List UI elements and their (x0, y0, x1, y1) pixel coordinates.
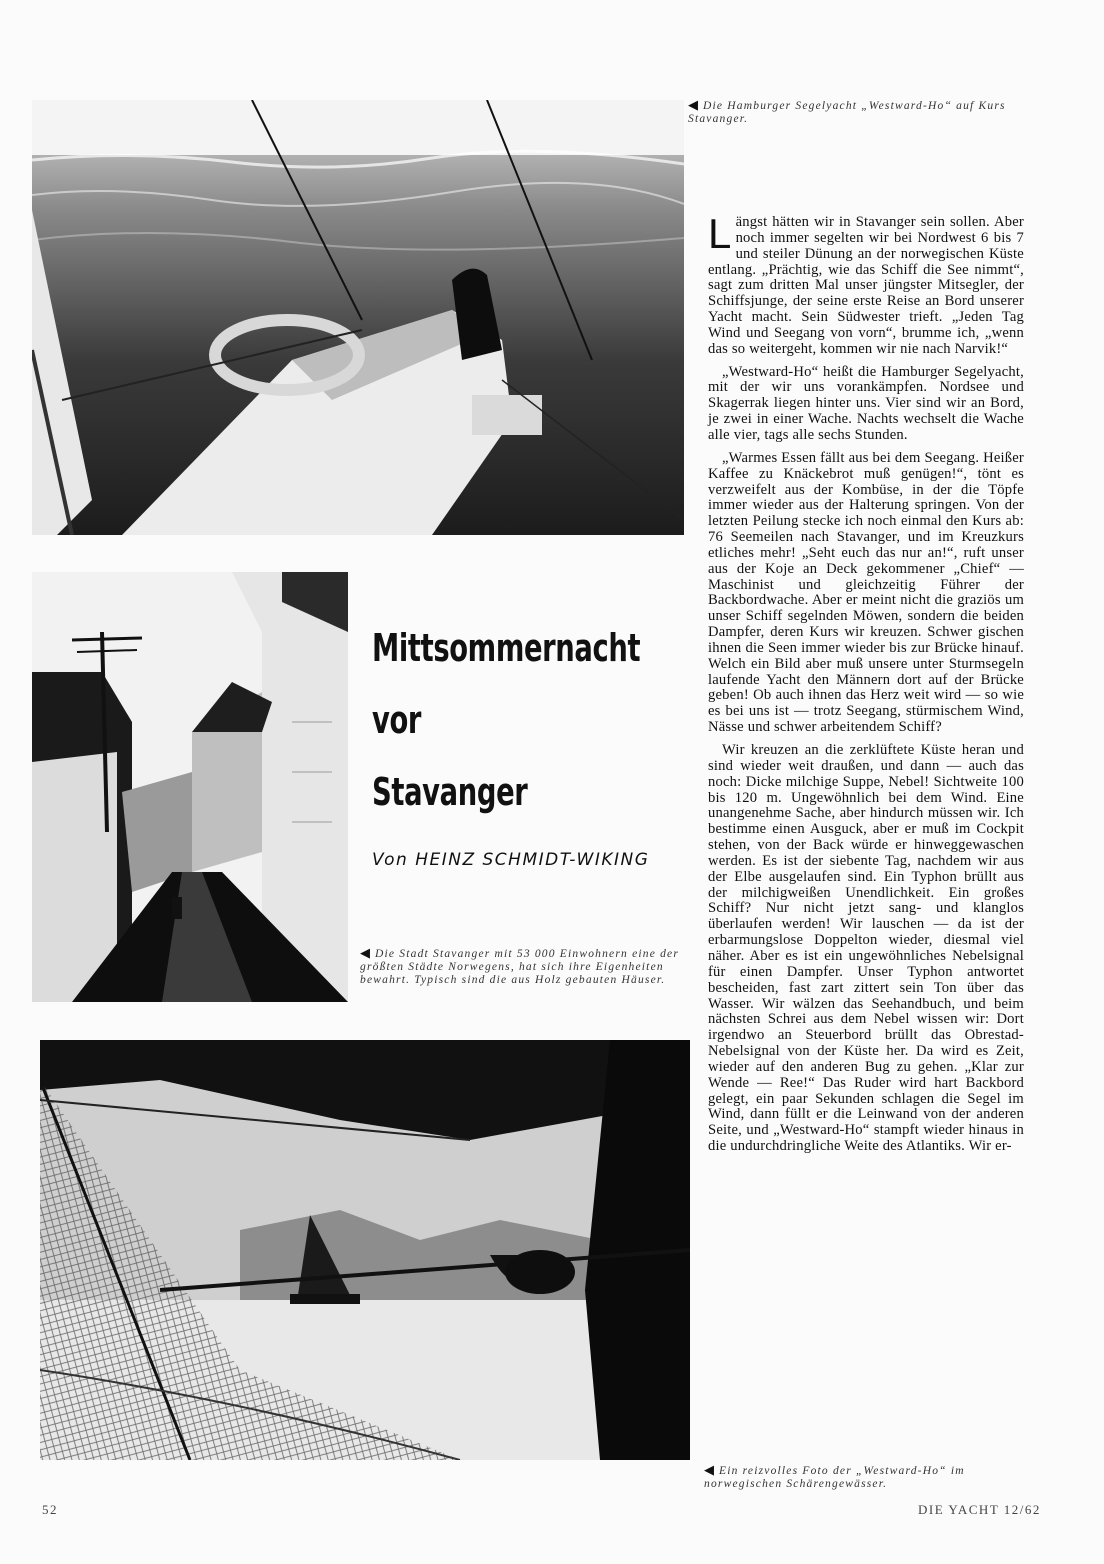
caption-street-photo: ◀ Die Stadt Stavanger mit 53 000 Einwohnern eine der größten Städte Norwegens, hat sich ihre Eigenheiten bewahrt. Typisch sind die aus Holz gebauten Häuser. (360, 945, 680, 986)
article-paragraph-2: „Westward-Ho“ heißt die Hamburger Segelyacht, mit der wir uns vorankämpfen. Nordsee und Skagerrak liegen hinter uns. Vier sind wir an Bord, je zwei in einer Wache. Nachts wechselt die Wache alle vier, tags alle sechs Stunden. (708, 363, 1024, 443)
triangle-left-icon: ◀ (688, 97, 698, 112)
photo-net-view (40, 1040, 690, 1460)
caption-top-photo: ◀ Die Hamburger Segelyacht „Westward-Ho“ auf Kurs Stavanger. (688, 97, 1006, 125)
title-line-2: vor (372, 698, 422, 742)
triangle-left-icon: ◀ (360, 945, 370, 960)
photo-stavanger-street (32, 572, 348, 1002)
title-line-3: Stavanger (372, 770, 528, 814)
caption-net-photo: ◀ Ein reizvolles Foto der „Westward-Ho“ im norwegischen Schärengewässer. (704, 1462, 965, 1490)
article-paragraph-3: „Warmes Essen fällt aus bei dem Seegang. Heißer Kaffee zu Knäckebrot muß genügen!“, tönt es verzweifelt aus der Kombüse, in der die Töpfe immer wieder aus der Halterung springen. Von der letzten Peilung stecke ich noch einmal den Kurs ab: 76 Seemeilen nach Stavanger, und im Kreuzkurs etliches mehr! „Seht euch das nur an!“, ruft unser aus der Koje an Deck gekommener „Chief“ — Maschinist und gleichzeitig Führer der Backbordwache. Aber er meint nicht die graziös um unser Schiff segelnden Möwen, sondern die beiden Dampfer, deren Kurs wir kreuzen. Schwer gischen ihnen die Seen immer wieder bis zur Brücke hinauf. Welch ein Bild aber muß unsere unter Sturmsegeln laufende Yacht den Männern dort auf der Brücke geben! Ob auch ihnen das Herz weit wird — so wie es bei uns ist — trotz Seegang, stürmischem Wind, Nässe und schwer arbeitendem Schiff? (708, 449, 1024, 736)
photo-yacht-bow (32, 100, 684, 535)
article-paragraph-1: Längst hätten wir in Stavanger sein sollen. Aber noch immer segelten wir bei Nordwest 6 bis 7 und steiler Dünung an der norwegischen Küste entlang. „Prächtig, wie das Schiff die See nimmt“, sagt zum dritten Mal unser jüngster Mitsegler, der Schiffsjunge, der seine erste Reise an Bord unserer Yacht macht. Sein Südwester trieft. „Jeden Tag Wind und Seegang von vorn“, brumme ich, „wenn das so weitergeht, kommen wir nie nach Narvik!“ (708, 210, 1024, 357)
drop-cap: L (708, 210, 732, 257)
triangle-left-icon: ◀ (704, 1462, 714, 1477)
title-line-1: Mittsommernacht (372, 626, 641, 670)
article-byline: Von HEINZ SCHMIDT-WIKING (372, 850, 650, 870)
article-body (708, 210, 1024, 1162)
page-number: 52 (42, 1502, 58, 1517)
article-title (372, 612, 640, 828)
article-paragraph-4: Wir kreuzen an die zerklüftete Küste heran und sind wieder weit draußen, und dann — auch das noch: Dicke milchige Suppe, Nebel! Sichtweite 100 bis 120 m. Ungewöhnlich bei dem Wind. Eine unangenehme Sache, aber hindurch müssen wir. Ich bestimme einen Ausguck, aber er muß im Cockpit stehen, von der Back würde er hinweggewaschen werden. Es ist der siebente Tag, nachdem wir aus der Elbe ausgelaufen sind. Ein Typhon brüllt aus der milchigweißen Unendlichkeit. Ein großes Schiff? Nur nicht jetzt sang- und klanglos überlaufen werden! Wir lauschen — da ist der erbarmungslose Doppelton wieder, diesmal viel näher. Aber es ist ein ungewöhnliches Nebelsignal für einen Dampfer. Unser Typhon antwortet bescheiden, fast zart zittert sein Ton über das Wasser. Wir wälzen das Seehandbuch, und beim nächsten Schrei aus dem Nebel wissen wir: Dort irgendwo an Steuerbord brüllt das Obrestad-Nebelsignal von der Küste her. Da wird es Zeit, wieder auf den anderen Bug zu gehen. „Klar zur Wende — Ree!“ Das Ruder wird hart Backbord gelegt, ein paar Sekunden schlagen die Segel im Wind, dann füllt er die Leinwand von der anderen Seite, und „Westward-Ho“ stampft wieder hinaus in die undurchdringliche Weite des Atlantiks. Wir er- (708, 742, 1024, 1155)
magazine-issue: DIE YACHT 12/62 (918, 1502, 1041, 1517)
